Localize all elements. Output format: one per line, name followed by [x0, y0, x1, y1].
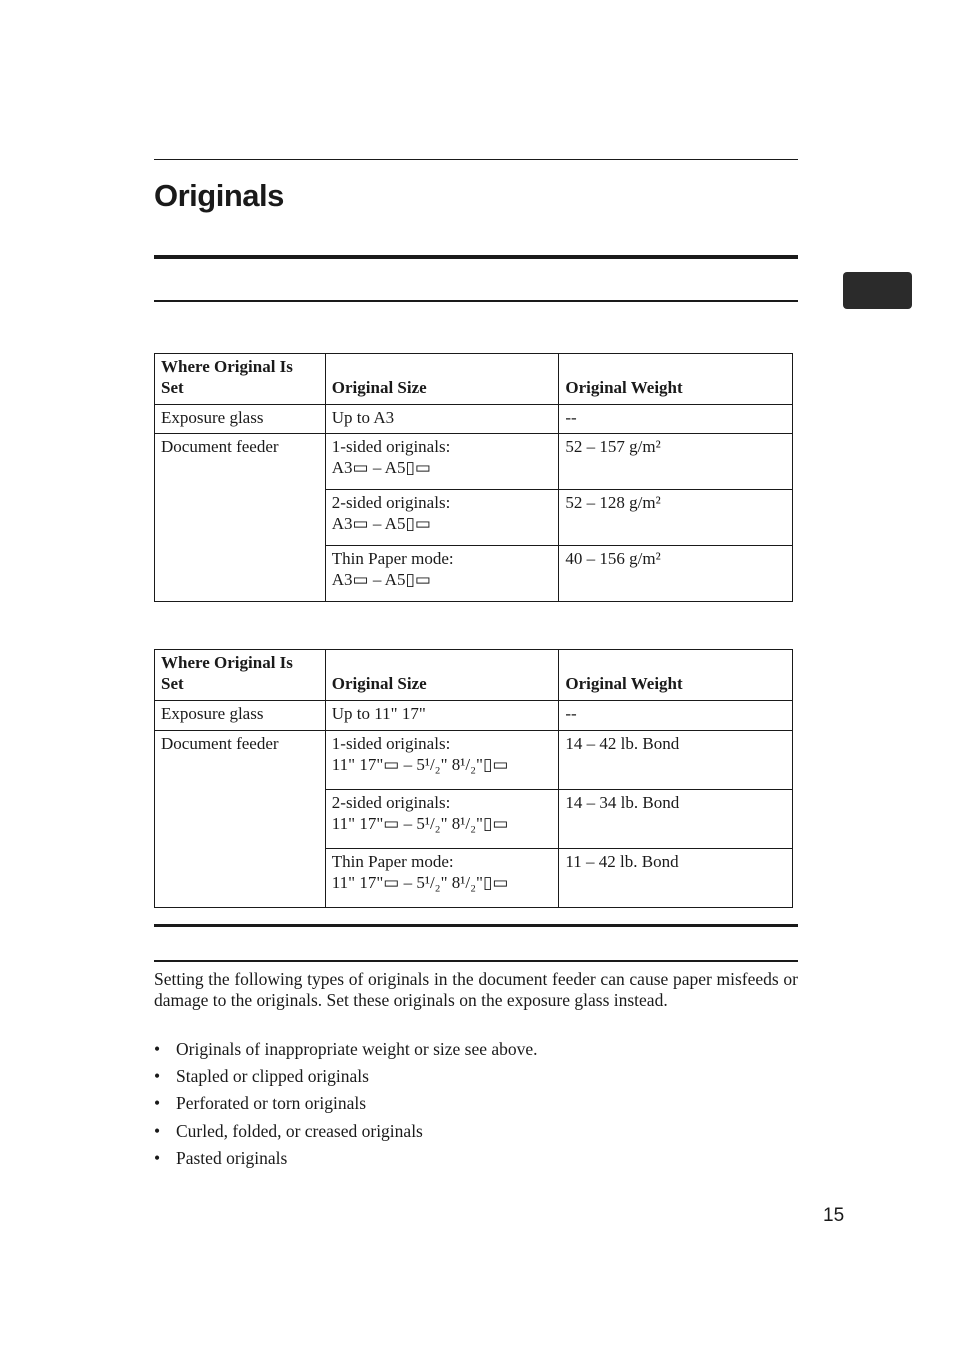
non-recommended-list	[154, 1037, 538, 1173]
bullet-icon: •	[154, 1093, 161, 1114]
header-original-weight: Original Weight	[559, 354, 793, 405]
table-row	[155, 434, 793, 490]
location-cell: Document feeder	[155, 434, 326, 602]
table-row	[155, 405, 793, 434]
weight-cell: --	[559, 701, 793, 731]
list-item: • Originals of inappropriate weight or size see above.	[154, 1039, 538, 1059]
header-original-size: Original Size	[325, 354, 559, 405]
list-item: • Curled, folded, or creased originals	[154, 1120, 423, 1141]
list-item: • Pasted originals	[154, 1147, 288, 1168]
section-rule-thin	[154, 960, 798, 962]
bullet-icon: •	[154, 1039, 161, 1059]
metric-originals-table	[154, 353, 793, 602]
table-row	[155, 701, 793, 731]
size-cell: Up to A3	[325, 405, 559, 434]
header-original-weight: Original Weight	[559, 650, 793, 701]
chapter-tab	[843, 272, 912, 309]
non-recommended-intro: Setting the following types of originals in the document feeder can cause paper misfeeds or damage to the originals. Set these originals on the exposure glass instead.	[154, 969, 798, 1010]
size-cell: Thin Paper mode: 11" 17"▭ – 5¹/₂" 8¹/₂"▯▭	[325, 849, 559, 908]
list-item: • Perforated or torn originals	[154, 1093, 367, 1114]
size-cell: Up to 11" 17"	[325, 701, 559, 731]
size-cell: 1-sided originals: A3▭ – A5▯▭	[325, 434, 559, 490]
size-cell: Thin Paper mode: A3▭ – A5▯▭	[325, 546, 559, 602]
page-number: 15	[823, 1205, 845, 1226]
weight-cell: 52 – 157 g/m²	[559, 434, 793, 490]
inch-originals-table	[154, 649, 793, 908]
weight-cell: --	[559, 405, 793, 434]
location-cell: Document feeder	[155, 731, 326, 908]
size-cell: 2-sided originals: A3▭ – A5▯▭	[325, 490, 559, 546]
header-where-set: Where Original Is Set	[155, 354, 326, 405]
weight-cell: 14 – 34 lb. Bond	[559, 790, 793, 849]
weight-cell: 40 – 156 g/m²	[559, 546, 793, 602]
section-rule-thick	[154, 924, 798, 927]
header-where-set: Where Original Is Set	[155, 650, 326, 701]
section-rule-thick	[154, 255, 798, 259]
weight-cell: 52 – 128 g/m²	[559, 490, 793, 546]
page-title: Originals	[154, 178, 284, 213]
bullet-icon: •	[154, 1120, 161, 1141]
size-cell: 1-sided originals: 11" 17"▭ – 5¹/₂" 8¹/₂"▯▭	[325, 731, 559, 790]
weight-cell: 14 – 42 lb. Bond	[559, 731, 793, 790]
header-original-size: Original Size	[325, 650, 559, 701]
header-rule	[154, 159, 798, 160]
location-cell: Exposure glass	[155, 405, 326, 434]
table-row	[155, 731, 793, 790]
section-rule-thin	[154, 300, 798, 302]
table-header-row	[155, 650, 793, 701]
bullet-icon: •	[154, 1147, 161, 1168]
size-cell: 2-sided originals: 11" 17"▭ – 5¹/₂" 8¹/₂"▯▭	[325, 790, 559, 849]
table-header-row	[155, 354, 793, 405]
list-item: • Stapled or clipped originals	[154, 1066, 369, 1087]
location-cell: Exposure glass	[155, 701, 326, 731]
bullet-icon: •	[154, 1066, 161, 1087]
weight-cell: 11 – 42 lb. Bond	[559, 849, 793, 908]
